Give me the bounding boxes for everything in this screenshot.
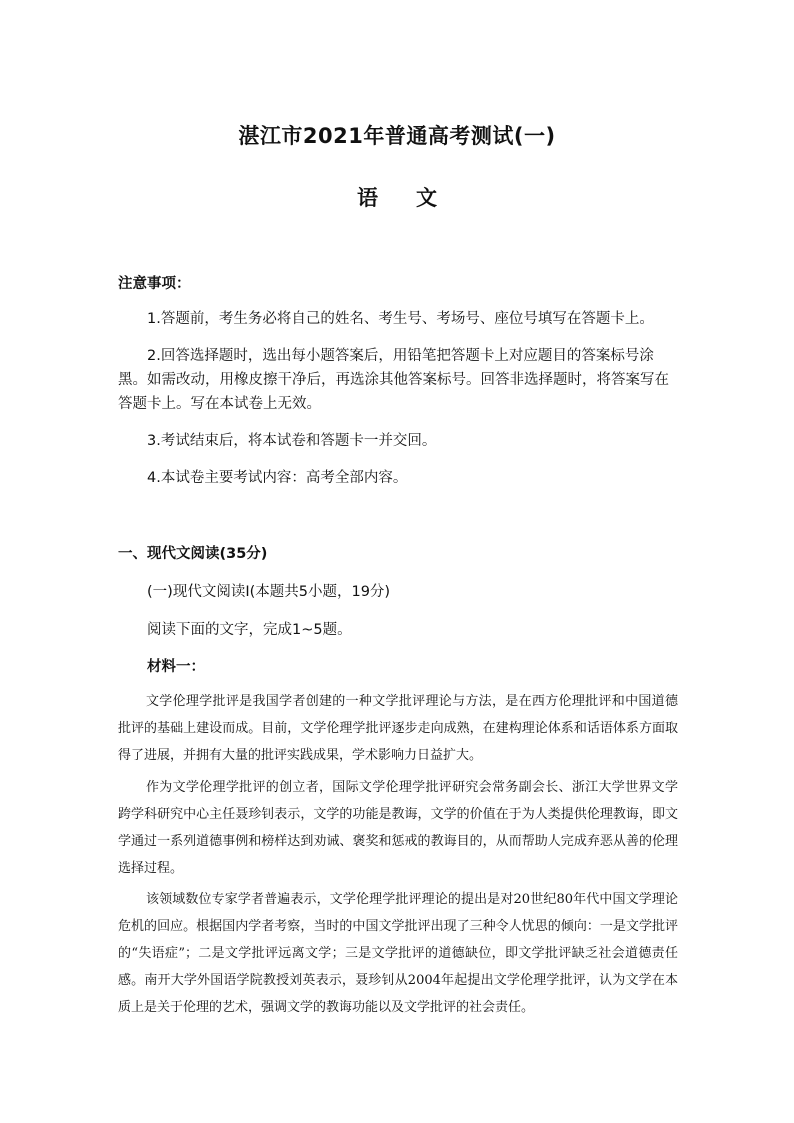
notes-heading: 注意事项： (118, 276, 191, 292)
material-paragraph-1: 文学伦理学批评是我国学者创建的一种文学批评理论与方法，是在西方伦理批评和中国道德批评的基础上建设而成。目前，文学伦理学批评逐步走向成熟，在建构理论体系和话语体系方面取得了进展，并拥有大量的批评实践成果，学术影响力日益扩大。 (118, 694, 678, 763)
note-item-4: 4.本试卷主要考试内容：高考全部内容。 (147, 470, 408, 486)
note-item-3: 3.考试结束后，将本试卷和答题卡一并交回。 (147, 433, 437, 449)
section-heading: 一、现代文阅读(35分) (118, 546, 268, 562)
subsection-heading: (一)现代文阅读Ⅰ(本题共5小题，19分) (147, 584, 391, 600)
reading-instruction: 阅读下面的文字，完成1~5题。 (147, 622, 352, 638)
material-paragraph-2: 作为文学伦理学批评的创立者，国际文学伦理学批评研究会常务副会长、浙江大学世界文学跨学科研究中心主任聂珍钊表示，文学的功能是教诲，文学的价值在于为人类提供伦理教诲，即文学通过一系列道德事例和榜样达到劝诫、褒奖和惩戒的教诲目的，从而帮助人完成弃恶从善的伦理选择过程。 (118, 780, 678, 876)
subject-title: 语文 (357, 186, 475, 210)
material-paragraph-3: 该领域数位专家学者普遍表示，文学伦理学批评理论的提出是对20世纪80年代中国文学理论危机的回应。根据国内学者考察，当时的中国文学批评出现了三种令人忧思的倾向：一是文学批评的“失语症”；二是文学批评远离文学；三是文学批评的道德缺位，即文学批评缺乏社会道德责任感。南开大学外国语学院教授刘英表示，聂珍钊从2004年起提出文学伦理学批评，认为文学在本质上是关于伦理的艺术，强调文学的教诲功能以及文学批评的社会责任。 (118, 892, 678, 1015)
note-item-2: 2.回答选择题时，选出每小题答案后，用铅笔把答题卡上对应题目的答案标号涂黑。如需改动，用橡皮擦干净后，再选涂其他答案标号。回答非选择题时，将答案写在答题卡上。写在本试卷上无效。 (118, 348, 669, 412)
note-item-1: 1.答题前，考生务必将自己的姓名、考生号、考场号、座位号填写在答题卡上。 (147, 311, 654, 327)
exam-title: 湛江市2021年普通高考测试(一) (238, 124, 556, 148)
material-label: 材料一： (147, 659, 205, 675)
